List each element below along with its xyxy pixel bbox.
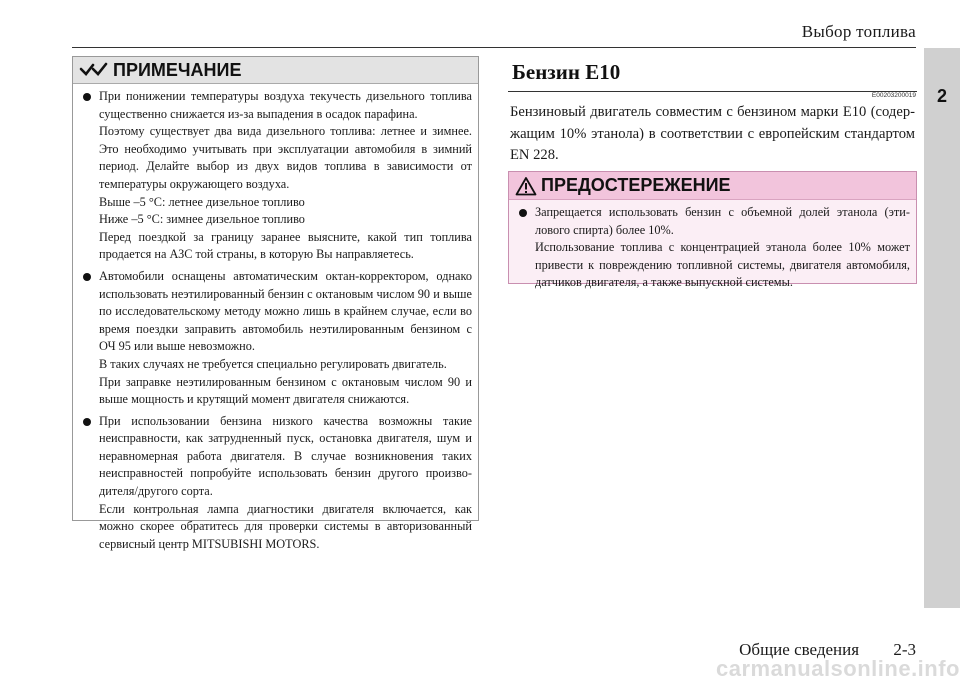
note-body xyxy=(73,84,478,553)
section-heading-e10 xyxy=(508,56,917,92)
section-heading-text: Бензин E10 xyxy=(512,60,621,84)
warning-paragraph: Запрещается использовать бензин с объемной долей этанола (этилового спирта) более 10%. xyxy=(535,205,910,237)
page-header-title: Выбор топлива xyxy=(801,22,916,41)
warning-box xyxy=(508,171,917,290)
watermark: carmanualsonline.info xyxy=(716,656,960,681)
note-paragraph: Если контрольная лампа диагностики двигателя включается, как можно скорее обратитесь для проверки системы в авторизованный сервисный центр MITSUBISHI MOTORS. xyxy=(99,501,472,551)
note-paragraph: При заправке неэтилированным бензином с октановым числом 90 и выше мощность и крутящий момент двигателя снижаются. xyxy=(99,374,472,407)
note-box xyxy=(72,56,479,551)
chapter-side-tab xyxy=(924,48,960,608)
note-paragraph: Автомобили оснащены автоматическим октан-корректором, однако использовать неэтилированный бензин с октановым числом 90 и выше по исследовательскому методу можно лишь в крайнем случае, если во время поездки заправить автомобиль неэтилированным бензином с ОЧ 95 или выше невозможно. xyxy=(99,268,472,354)
footer-section-name: Общие сведения xyxy=(739,640,860,659)
checkmark-icon xyxy=(79,61,109,79)
warning-triangle-icon xyxy=(515,176,537,196)
warning-header xyxy=(509,172,916,200)
note-paragraph: При понижении температуры воздуха текучесть дизельного топлива существенно снижается из-за выпадения в осадок парафина. xyxy=(99,89,472,121)
note-item xyxy=(79,88,472,264)
note-paragraph: При использовании бензина низкого качества возможны такие неисправности, как затрудненный пуск, остановка двигателя, шум и неравномерная работа двигателя. В случае возникновения таких неисправностей попробуйте использовать бензин другого производителя/другого сорта. xyxy=(99,413,472,499)
note-heading: ПРИМЕЧАНИЕ xyxy=(113,59,242,80)
bullet-icon xyxy=(519,209,527,217)
note-item xyxy=(79,268,472,409)
chapter-number: 2 xyxy=(936,86,947,106)
bullet-icon xyxy=(83,273,91,281)
bullet-icon xyxy=(83,418,91,426)
page-number: 2-3 xyxy=(893,640,916,659)
warning-item xyxy=(515,204,910,292)
header-rule xyxy=(72,47,916,48)
warning-heading: ПРЕДОСТЕРЕЖЕНИЕ xyxy=(541,175,731,195)
note-header xyxy=(73,57,478,84)
warning-paragraph: Использование топлива с концентрацией этанола более 10% может привести к повреждению топливной системы, двигателя автомобиля, датчиков двигателя, а также выпускной системы. xyxy=(535,240,910,290)
note-paragraph: Ниже –5 °C: зимнее дизельное топливо xyxy=(99,212,305,227)
document-code: E00203200019 xyxy=(871,92,916,99)
note-item xyxy=(79,413,472,554)
note-paragraph: Выше –5 °C: летнее дизельное топливо xyxy=(99,194,305,209)
bullet-icon xyxy=(83,93,91,101)
note-paragraph: Поэтому существует два вида дизельного топлива: летнее и зимнее. Это необходимо учитывать при эксплуатации автомобиля в зимний период. Делайте выбор из двух видов топлива в зависимости от температуры окружающего воздуха. xyxy=(99,124,472,191)
note-paragraph: Перед поездкой за границу заранее выясните, какой тип топлива продается на АЗС той страны, в которую Вы направляетесь. xyxy=(99,229,472,262)
note-paragraph: В таких случаях не требуется специально регулировать двигатель. xyxy=(99,356,447,371)
warning-body xyxy=(509,200,916,292)
e10-paragraph: Бензиновый двигатель совместим с бензином марки E10 (содержащим 10% этанола) в соответствии с европейским стандартом EN 228. xyxy=(510,104,915,163)
